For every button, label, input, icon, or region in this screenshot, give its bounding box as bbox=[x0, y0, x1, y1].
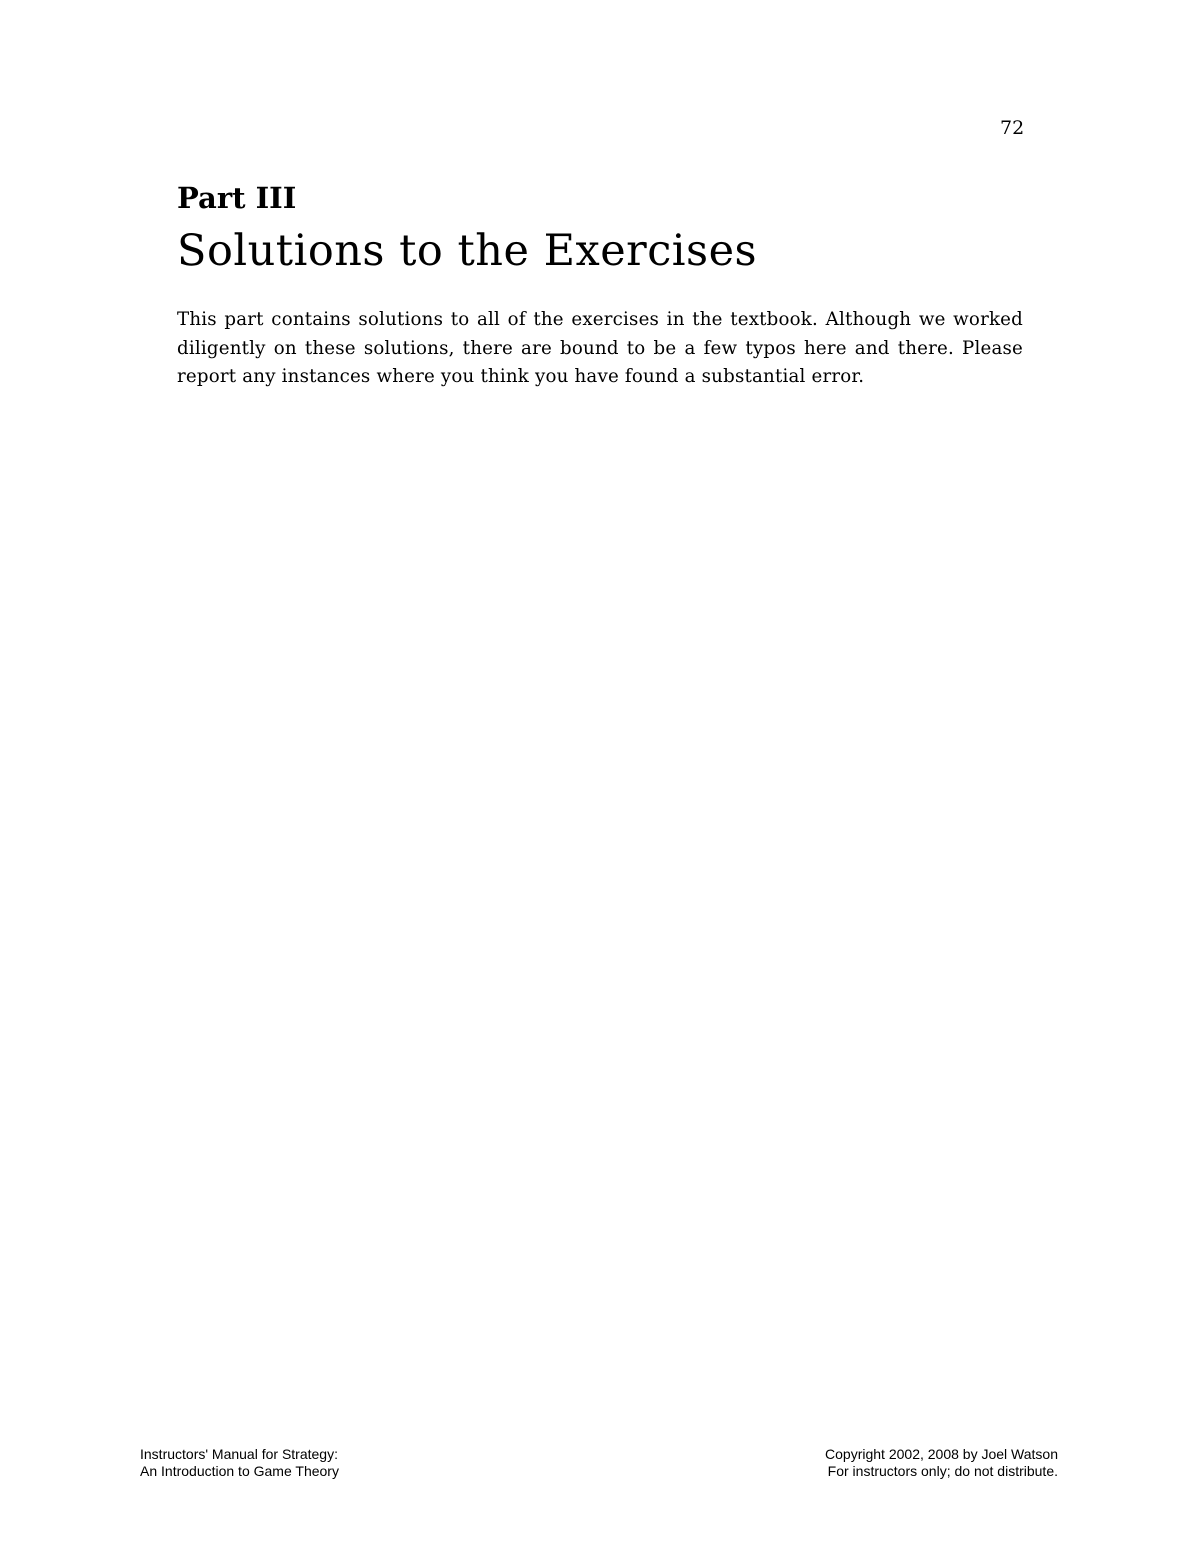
footer-copyright: Copyright 2002, 2008 by Joel Watson bbox=[825, 1446, 1058, 1462]
intro-paragraph: This part contains solutions to all of the exercises in the textbook. Although we worked diligently on these solutions, there are bound to be a few typos here and there. Please report any instances where you think you have found a substantial error. bbox=[177, 309, 1023, 387]
footer-book-info bbox=[140, 1446, 339, 1480]
footer-book-title: Instructors' Manual for Strategy: bbox=[140, 1446, 338, 1462]
footer-distribution-notice: For instructors only; do not distribute. bbox=[827, 1463, 1058, 1479]
footer-book-subtitle: An Introduction to Game Theory bbox=[140, 1463, 339, 1479]
page-number: 72 bbox=[1000, 117, 1025, 139]
footer-copyright-info bbox=[825, 1446, 1058, 1480]
part-title: Solutions to the Exercises bbox=[177, 226, 758, 276]
part-label: Part III bbox=[177, 181, 297, 215]
